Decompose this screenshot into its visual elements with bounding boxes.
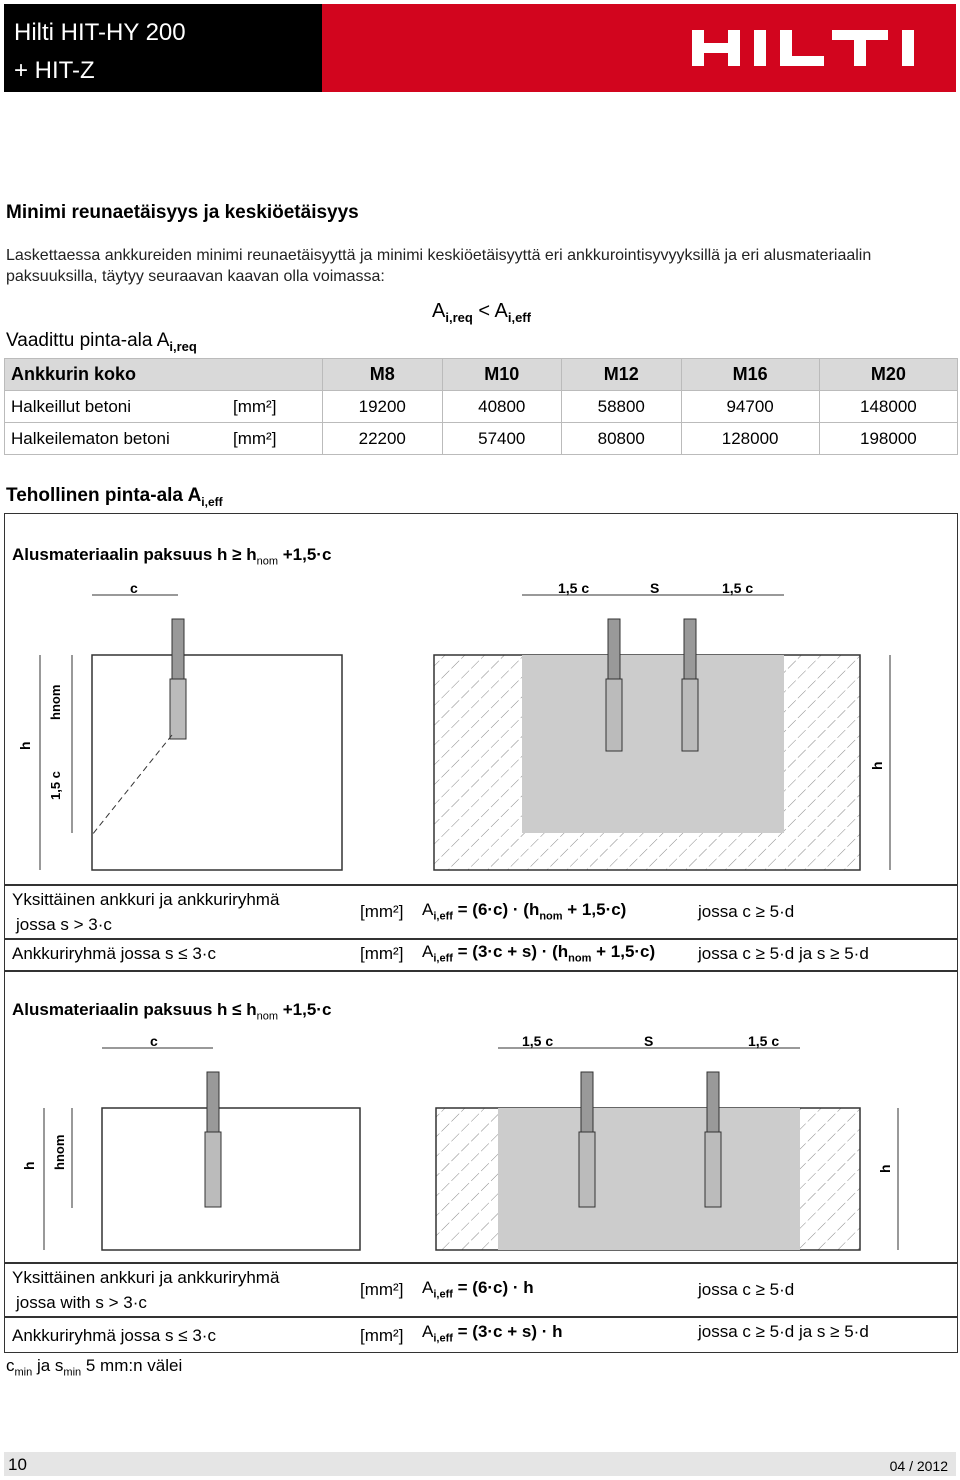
anchor-rod-single bbox=[170, 619, 186, 739]
table-cell: 148000 bbox=[819, 391, 957, 423]
page-footer bbox=[4, 1452, 956, 1476]
table-cell: 40800 bbox=[442, 391, 562, 423]
page-number: 10 bbox=[8, 1455, 27, 1474]
dim-hnom-label: hnom bbox=[48, 684, 63, 720]
table-cell: 198000 bbox=[819, 423, 957, 455]
required-area-heading: Vaadittu pinta-ala $A_{i,req}$ bbox=[6, 330, 197, 354]
header-title-line1: Hilti HIT-HY 200 bbox=[14, 19, 186, 46]
dim-15c-right-thin: 1,5 c bbox=[748, 1033, 780, 1049]
table-header-cell: M10 bbox=[442, 359, 562, 391]
case1-row1-text: Yksittäinen ankkuri ja ankkuriryhmä bbox=[12, 890, 280, 909]
case1-divider bbox=[4, 884, 958, 886]
table-cell: 22200 bbox=[323, 423, 443, 455]
table-header-cell: M20 bbox=[819, 359, 957, 391]
case2-row1-text: Yksittäinen ankkuri ja ankkuriryhmä bbox=[12, 1268, 280, 1287]
table-cell: 58800 bbox=[562, 391, 682, 423]
dim-15c-left: 1,5 c bbox=[558, 580, 590, 596]
spacing-note: $c_{min}$ ja $s_{min}$ 5 mm:n välei bbox=[6, 1356, 183, 1379]
intro-text: Laskettaessa ankkureiden minimi reunaetäisyyttä ja minimi keskiöetäisyyttä eri ankkurointisyvyyksillä ja eri alusmateriaalin paksuuksilla, täytyy seuraavan kaavan olla voimassa: bbox=[6, 247, 872, 285]
case2-row2-formula: $A_{i,eff} = (3\cdot c + s) \cdot h$ bbox=[422, 1322, 563, 1345]
table-header-cell: M12 bbox=[562, 359, 682, 391]
dim-15c-label: 1,5 c bbox=[48, 771, 63, 800]
case2-row2-unit: [mm²] bbox=[360, 1326, 404, 1345]
case2-row1-unit: [mm²] bbox=[360, 1280, 404, 1299]
case2-row1-text2: jossa with s > 3·c bbox=[16, 1293, 147, 1312]
table-row-label: Halkeillut betoni [mm²] bbox=[5, 391, 323, 423]
case1-row1-text2: jossa s > 3·c bbox=[16, 915, 112, 934]
table-header-cell: M16 bbox=[681, 359, 819, 391]
table-header-cell: Ankkurin koko bbox=[5, 359, 323, 391]
anchor-rod-group-thin-2 bbox=[705, 1072, 721, 1207]
case1-row1-condition: jossa c ≥ 5·d bbox=[698, 902, 795, 921]
table-cell: 94700 bbox=[681, 391, 819, 423]
case1-diagram bbox=[10, 575, 950, 880]
effective-area-group bbox=[522, 655, 784, 833]
dim-h-group-label: h bbox=[869, 761, 885, 770]
case1-row2-condition: jossa c ≥ 5·d ja s ≥ 5·d bbox=[698, 944, 869, 963]
concrete-member-single-thin bbox=[102, 1108, 360, 1250]
dim-s-thin: S bbox=[644, 1033, 654, 1049]
case2-row1-formula: $A_{i,eff} = (6\cdot c) \cdot h$ bbox=[422, 1278, 534, 1301]
case1-row2-formula: $A_{i,eff} = (3\cdot c + s) \cdot (h_{nom} + 1,5\cdot c)$ bbox=[422, 942, 656, 965]
dim-c-label: c bbox=[130, 580, 138, 596]
dim-h-thin-label: h bbox=[21, 1161, 37, 1170]
case1-row1-formula: $A_{i,eff} = (6\cdot c) \cdot (h_{nom} + 1,5\cdot c)$ bbox=[422, 900, 627, 923]
header-title bbox=[4, 4, 322, 92]
case1-row2-unit: [mm²] bbox=[360, 944, 404, 963]
effective-area-heading: Tehollinen pinta-ala $A_{i,eff}$ bbox=[6, 485, 223, 509]
table-cell: 57400 bbox=[442, 423, 562, 455]
required-area-table bbox=[4, 358, 958, 455]
dim-h-label: h bbox=[17, 741, 33, 750]
case1-row2-text: Ankkuriryhmä jossa s ≤ 3·c bbox=[12, 944, 216, 963]
dim-c-thin-label: c bbox=[150, 1033, 158, 1049]
case2-row2-text: Ankkuriryhmä jossa s ≤ 3·c bbox=[12, 1326, 216, 1345]
dim-15c-left-thin: 1,5 c bbox=[522, 1033, 554, 1049]
anchor-rod-group-thin-1 bbox=[579, 1072, 595, 1207]
table-cell: 19200 bbox=[323, 391, 443, 423]
case2-row2-condition: jossa c ≥ 5·d ja s ≥ 5·d bbox=[698, 1322, 869, 1341]
table-header-row bbox=[5, 359, 958, 391]
dim-h-group-thin-label: h bbox=[877, 1164, 893, 1173]
footer-date: 04 / 2012 bbox=[889, 1458, 948, 1474]
section-title: Minimi reunaetäisyys ja keskiöetäisyys bbox=[6, 202, 359, 223]
dim-hnom-thin-label: hnom bbox=[52, 1134, 67, 1170]
header-brand-bar bbox=[322, 4, 956, 92]
table-row bbox=[5, 391, 958, 423]
table-header-cell: M8 bbox=[323, 359, 443, 391]
case2-diagram bbox=[10, 1028, 950, 1258]
effective-area-group-thin bbox=[498, 1108, 800, 1250]
concrete-member-single bbox=[92, 655, 342, 870]
dim-s: S bbox=[650, 580, 660, 596]
case1-divider bbox=[4, 938, 958, 940]
page-header bbox=[4, 4, 956, 92]
table-row bbox=[5, 423, 958, 455]
case1-label: Alusmateriaalin paksuus $h \ge h_{nom} +1,5\cdot c$ bbox=[12, 545, 332, 568]
case2-divider bbox=[4, 1316, 958, 1318]
anchor-rod-group-2 bbox=[682, 619, 698, 751]
case2-row1-condition: jossa c ≥ 5·d bbox=[698, 1280, 795, 1299]
table-cell: 128000 bbox=[681, 423, 819, 455]
table-cell: 80800 bbox=[562, 423, 682, 455]
header-title-line2: + HIT-Z bbox=[14, 57, 95, 84]
hilti-logo bbox=[692, 28, 932, 68]
case2-label: Alusmateriaalin paksuus $h \le h_{nom} +1,5\cdot c$ bbox=[12, 1000, 332, 1023]
dim-15c-right: 1,5 c bbox=[722, 580, 754, 596]
anchor-rod-group-1 bbox=[606, 619, 622, 751]
case2-divider bbox=[4, 1262, 958, 1264]
requirement-formula: $A_{i,req} < A_{i,eff}$ bbox=[432, 300, 531, 325]
table-row-label: Halkeilematon betoni [mm²] bbox=[5, 423, 323, 455]
case1-row1-unit: [mm²] bbox=[360, 902, 404, 921]
anchor-rod-single-thin bbox=[205, 1072, 221, 1207]
